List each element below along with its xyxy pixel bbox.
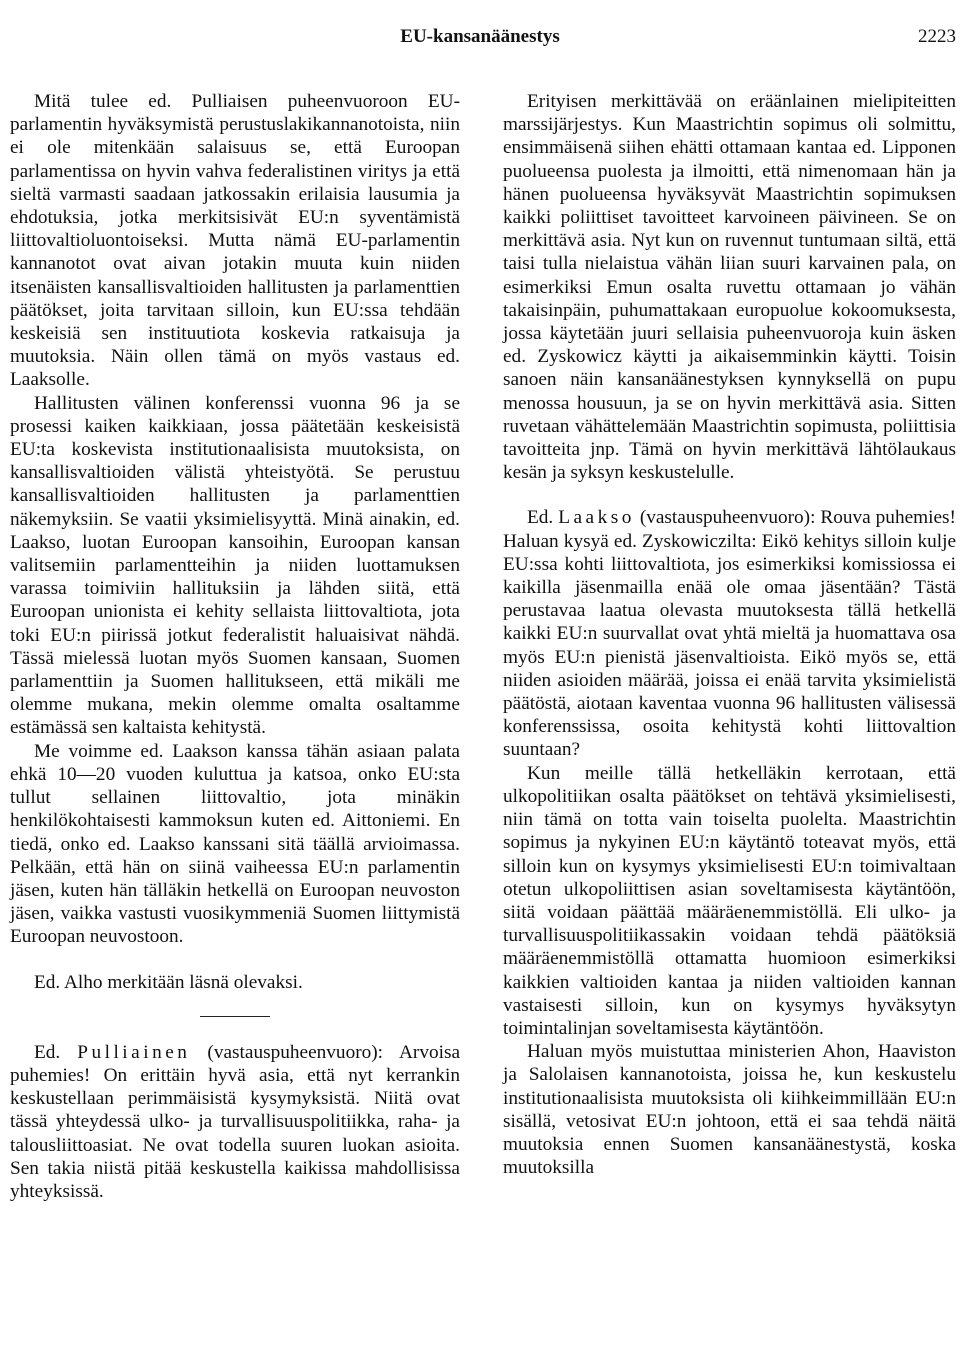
speaker-role: (vastauspuheenvuoro): Rouva (639, 507, 871, 529)
speech-text: Arvoisa puhemies! On erittäin hyvä asia, että nyt kerrankin keskustellaan perimmäisistä kysymyksistä. Niitä ovat tässä yhteydessä ulko- ja turvallisuuspolitiikka, raha- ja talousliittoasiat. Ne ovat todella suuren luokan asioita. Sen takia niistä pitää keskustella kaikissa mahdollisissa yhteyksissä. (10, 1041, 461, 1202)
paragraph-laakso-future: Me voimme ed. Laakson kanssa tähän asiaan palata ehkä 10—20 vuoden kuluttua ja katsoa, onko EU:sta tullut sellainen liittovaltio, jota minäkin henkilökohtaisesti kammoksun kuten ed. Aittoniemi. En tiedä, onko ed. Laakso kanssani sitä täällä arvioimassa. Pelkään, että hän on siinä vaiheessa EU:n parlamentin jäsen, kuten hän tälläkin hetkellä on Euroopan neuvoston jäsen, vaikka vastusti vuosikymmeniä Suomen liittymistä Euroopan neuvostoon. (10, 740, 460, 948)
running-title: EU-kansanäänestys (400, 26, 560, 47)
speaker-role: (vastauspuheenvuoro): (207, 1041, 384, 1063)
left-column (10, 90, 460, 1203)
right-column (503, 90, 956, 1179)
speaker-prefix: Ed. (527, 507, 554, 529)
paragraph-rinne-reply: Mitä tulee ed. Pulliaisen puheenvuoroon EU-parlamentin hyväksymistä perustuslakikannanotoista, niin ei ole mitenkään salaisuus se, että Euroopan parlamentissa on hyvin vahva federalistinen viritys ja että sieltä varmasti saadaan jatkossakin erilaisia lausumia ja ehdotuksia, jotka merkitsisivät EU:n syventämistä liittovaltioluontoiseksi. Mutta nämä EU-parlamentin kannanotot ovat aivan jotakin muuta kuin niiden itsenäisten kansallisvaltioiden hallitusten ja parlamenttien päätökset, joita tarvitaan silloin, kun EU:ssa tehdään keskeisiä sen instituutiota koskevia ratkaisuja ja muutoksia. Näin ollen tämä on myös vastaus ed. Laaksolle. (10, 91, 460, 391)
paragraph-laakso (503, 506, 956, 761)
paragraph-intergovernmental: Hallitusten välinen konferenssi vuonna 96 ja se prosessi kaiken kaikkiaan, jossa päätetään keskeisistä EU:ta koskevista institutionaalisista muutoksista, on kansallisvaltioiden välistä yhteistyötä. Se perustuu kansallisvaltioiden hallitusten ja parlamenttien näkemyksiin. Se vaatii yksimielisyyttä. Minä ainakin, ed. Laakso, luotan Euroopan kansoihin, Euroopan kansan valitsemiin parlamentteihin ja niiden luottamuksen varassa toimiviin hallituksiin ja lähden siitä, että Euroopan unionista ei kehity sellaista liittovaltiota, jota toki EU:n piirissä jotkut federalistit haluaisivat nähdä. Tässä mielessä luotan myös Suomen kansaan, Suomen parlamenttiin ja Suomen hallitukseen, että mikäli me olemme mukana, mekin olemme omalta osaltamme estämässä sen kaltaista kehitystä. (10, 392, 460, 739)
section-divider (200, 1016, 270, 1017)
paragraph-pulliainen (10, 1041, 460, 1203)
speech-text: puhemies! Haluan kysyä ed. Zyskowiczilta: Eikö kehitys silloin kulje EU:ssa kohti liittovaltiota, jos esimerkiksi komissiossa ei kaikilla jäsenmailla enää ole omaa jäsentään? Tästä perustavaa laatua olevasta muutoksesta tällä hetkellä kaikki EU:n suurvallat ovat yhtä mieltä ja huomattava osa myös EU:n pienistä jäsenvaltioista. Eikö myös se, että niiden asioiden määrää, joissa ei enää tarvita yksimielistä päätöstä, aiotaan kaventaa vuonna 96 hallitusten välisessä konferenssissa, osoita kehitystä kohti liittovaltion suuntaan? (503, 507, 956, 761)
page-header (0, 26, 960, 58)
paragraph-opinion-order: Erityisen merkittävää on eräänlainen mielipiteitten marssijärjestys. Kun Maastrichtin sopimus oli solmittu, ensimmäisenä siihen ehätti ottamaan kantaa ed. Lipponen puolueensa puolesta ja ilmoitti, että nimenomaan hän ja hänen puolueensa hyväksyvät Maastrichtin sopimuksen kaikki poliittiset tavoitteet karvoineen päivineen. Se on merkittävä asia. Nyt kun on ruvennut tuntumaan siltä, että taisi tulla nielaistua vähän liian suuri karvainen pala, on esimerkiksi Emun osalta ruvettu ottamaan jo vähän takaisinpäin, puhumattakaan europuolue kokoomuksesta, jossa käytetään juuri sellaisia puheenvuoroja kuin äsken ed. Zyskowicz käytti ja aikaisemminkin käytti. Toisin sanoen näin kansanäänestyksen kynnyksellä on pupu menossa housuun, ja se on hyvin merkittävä asia. Sitten ruvetaan vähättelemään Maastrichtin sopimusta, poliittisia tavoitteita jnp. Tämä on hyvin merkittävä lähtölaukaus kesän ja syksyn keskustelulle. (503, 91, 956, 484)
speaker-prefix: Ed. (34, 1041, 61, 1063)
paragraph-foreign-policy: Kun meille tällä hetkelläkin kerrotaan, että ulkopolitiikan osalta päätökset on tehtävä yksimielisesti, niin tämä on totta vain toiselta puolelta. Maastrichtin sopimus ja nykyinen EU:n käytäntö toteavat myös, että silloin kun on kysymys yksimielisesti EU:n toimivaltaan otetun ulkopoliittisen asian soveltamisesta käytäntöön, siitä voidaan päättää määräenemmistöllä. Eli ulko- ja turvallisuuspolitiikassakin voidaan tehdä päätöksiä määräenemmistöllä ottamatta huomioon esimerkiksi kaikkien valtioiden kantaa ja niiden valtioiden kannan vastaisesti silloin, kun on kysymys hyväksytyn toimintalinjan soveltamisesta käytäntöön. (503, 762, 956, 1039)
speaker-name: Pulliainen (77, 1041, 191, 1063)
paragraph-ministers: Haluan myös muistuttaa ministerien Ahon, Haaviston ja Salolaisen kannanotoista, joissa he, kun keskustelu institutionaalisista muutoksista oli kiihkeimmillään EU:n sisällä, vetosivat EU:n johtoon, että ei saa tehdä näitä muutoksia ennen Suomen kansanäänestystä, koska muutoksilla (503, 1041, 956, 1179)
page-number: 2223 (918, 26, 956, 47)
speaker-name: Laakso (558, 507, 635, 529)
attendance-note: Ed. Alho merkitään läsnä olevaksi. (34, 971, 303, 993)
